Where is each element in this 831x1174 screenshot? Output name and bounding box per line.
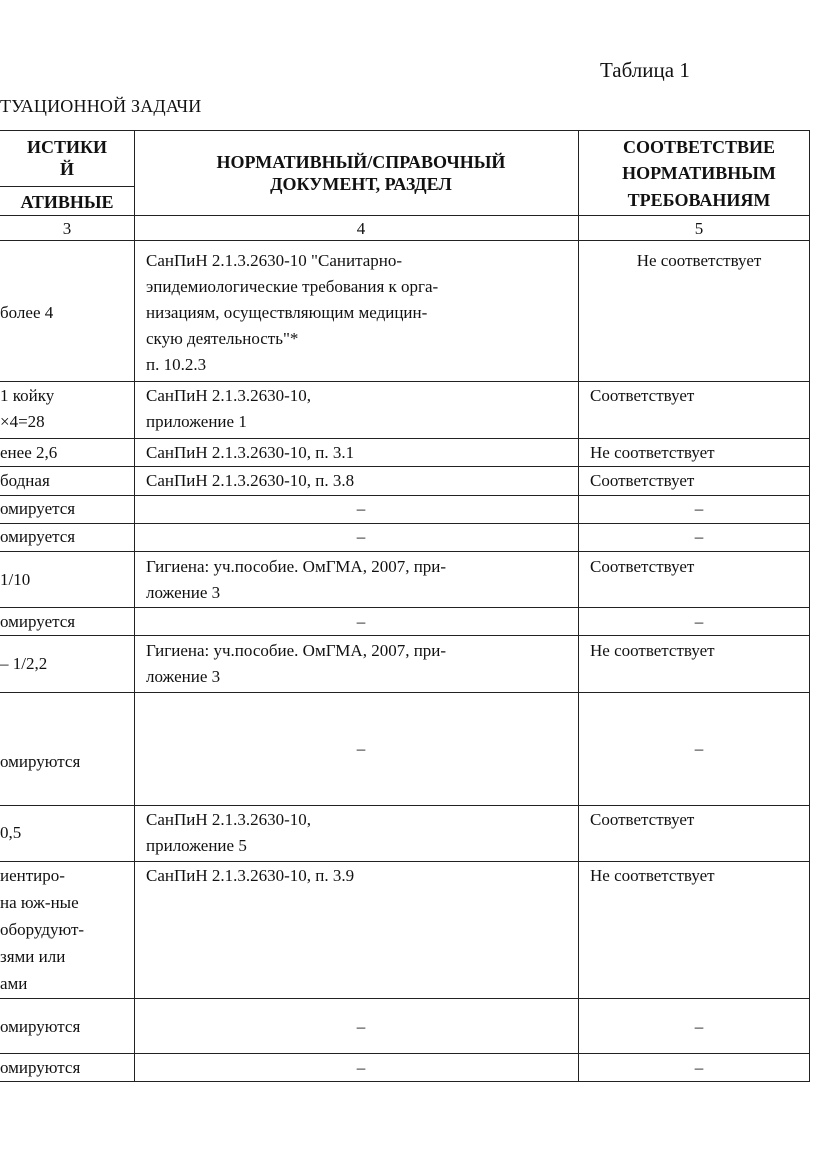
row1-col3: более 4 bbox=[0, 303, 54, 322]
row10-col5: – bbox=[694, 739, 704, 758]
header-col3-line3: АТИВНЫЕ bbox=[20, 192, 114, 212]
row5-col5: – bbox=[694, 499, 704, 518]
header-col3-line1: ИСТИКИ bbox=[26, 137, 108, 157]
rule-row bbox=[0, 805, 810, 806]
rule-header-split bbox=[0, 186, 134, 187]
rule-right bbox=[809, 130, 810, 1082]
row1-col4-line1: СанПиН 2.1.3.2630-10 "Санитарно- bbox=[146, 251, 403, 270]
row6-col4: – bbox=[356, 527, 366, 546]
rule-col-3-4 bbox=[134, 130, 135, 1082]
row8-col5: – bbox=[694, 612, 704, 631]
rule-row bbox=[0, 466, 810, 467]
column-number-4: 4 bbox=[356, 219, 366, 238]
rule-header-bottom bbox=[0, 215, 810, 216]
row7-col4-line1: Гигиена: уч.пособие. ОмГМА, 2007, при- bbox=[146, 557, 447, 576]
rule-row bbox=[0, 438, 810, 439]
column-number-3: 3 bbox=[62, 219, 72, 238]
header-col4-line1: НОРМАТИВНЫЙ/СПРАВОЧНЫЙ bbox=[216, 152, 506, 172]
row3-col3: енее 2,6 bbox=[0, 443, 58, 462]
row1-col4-line2: эпидемиологические требования к орга- bbox=[146, 277, 439, 296]
row12-col3-line3: оборудуют- bbox=[0, 920, 85, 939]
row1-col4-line4: скую деятельность"* bbox=[146, 329, 299, 348]
row10-col4: – bbox=[356, 739, 366, 758]
rule-col-4-5 bbox=[578, 130, 579, 1082]
row5-col4: – bbox=[356, 499, 366, 518]
rule-row bbox=[0, 607, 810, 608]
row9-col5: Не соответствует bbox=[590, 641, 715, 660]
row12-col4: СанПиН 2.1.3.2630-10, п. 3.9 bbox=[146, 866, 355, 885]
row11-col5: Соответствует bbox=[590, 810, 695, 829]
header-col3-line2: Й bbox=[59, 159, 74, 179]
rule-row bbox=[0, 381, 810, 382]
row3-col5: Не соответствует bbox=[590, 443, 715, 462]
header-col5-line1: СООТВЕТСТВИЕ bbox=[622, 137, 776, 157]
rule-row bbox=[0, 495, 810, 496]
row1-col4-line3: низациям, осуществляющим медицин- bbox=[146, 303, 428, 322]
rule-row bbox=[0, 551, 810, 552]
rule-row bbox=[0, 861, 810, 862]
row14-col3: омируются bbox=[0, 1058, 81, 1077]
row8-col4: – bbox=[356, 612, 366, 631]
row10-col3: омируются bbox=[0, 752, 81, 771]
rule-row bbox=[0, 1053, 810, 1054]
rule-numbers-bottom bbox=[0, 240, 810, 241]
table-caption: Таблица 1 bbox=[600, 58, 690, 82]
row12-col3-line1: иентиро- bbox=[0, 866, 65, 885]
row3-col4: СанПиН 2.1.3.2630-10, п. 3.1 bbox=[146, 443, 355, 462]
row5-col3: омируется bbox=[0, 499, 76, 518]
row4-col4: СанПиН 2.1.3.2630-10, п. 3.8 bbox=[146, 471, 355, 490]
row12-col3-line2: на юж-ные bbox=[0, 893, 79, 912]
row9-col3: – 1/2,2 bbox=[0, 654, 48, 673]
row2-col3-line2: ×4=28 bbox=[0, 412, 45, 431]
row13-col4: – bbox=[356, 1017, 366, 1036]
row12-col3-line4: зями или bbox=[0, 947, 66, 966]
row2-col5: Соответствует bbox=[590, 386, 695, 405]
header-col5-line3: ТРЕБОВАНИЯМ bbox=[627, 190, 771, 210]
row4-col5: Соответствует bbox=[590, 471, 695, 490]
row7-col3: 1/10 bbox=[0, 570, 31, 589]
rule-bottom bbox=[0, 1081, 810, 1082]
row14-col4: – bbox=[356, 1058, 366, 1077]
row7-col4-line2: ложение 3 bbox=[146, 583, 221, 602]
rule-row bbox=[0, 998, 810, 999]
row12-col3-line5: ами bbox=[0, 974, 28, 993]
row2-col4-line1: СанПиН 2.1.3.2630-10, bbox=[146, 386, 312, 405]
column-number-5: 5 bbox=[694, 219, 704, 238]
rule-top bbox=[0, 130, 810, 131]
row12-col5: Не соответствует bbox=[590, 866, 715, 885]
row11-col3: 0,5 bbox=[0, 823, 22, 842]
row7-col5: Соответствует bbox=[590, 557, 695, 576]
rule-row bbox=[0, 635, 810, 636]
table-heading: ТУАЦИОННОЙ ЗАДАЧИ bbox=[0, 96, 202, 116]
row14-col5: – bbox=[694, 1058, 704, 1077]
row8-col3: омируется bbox=[0, 612, 76, 631]
row2-col4-line2: приложение 1 bbox=[146, 412, 247, 431]
row11-col4-line2: приложение 5 bbox=[146, 836, 247, 855]
row11-col4-line1: СанПиН 2.1.3.2630-10, bbox=[146, 810, 312, 829]
row6-col5: – bbox=[694, 527, 704, 546]
row1-col4-line5: п. 10.2.3 bbox=[146, 355, 207, 374]
row1-col5: Не соответствует bbox=[636, 251, 762, 270]
row6-col3: омируется bbox=[0, 527, 76, 546]
header-col5-line2: НОРМАТИВНЫМ bbox=[622, 163, 776, 183]
header-col4-line2: ДОКУМЕНТ, РАЗДЕЛ bbox=[270, 174, 452, 194]
row13-col3: омируются bbox=[0, 1017, 81, 1036]
rule-row bbox=[0, 523, 810, 524]
row13-col5: – bbox=[694, 1017, 704, 1036]
row2-col3-line1: 1 койку bbox=[0, 386, 55, 405]
row9-col4-line1: Гигиена: уч.пособие. ОмГМА, 2007, при- bbox=[146, 641, 447, 660]
row4-col3: бодная bbox=[0, 471, 50, 490]
rule-row bbox=[0, 692, 810, 693]
row9-col4-line2: ложение 3 bbox=[146, 667, 221, 686]
